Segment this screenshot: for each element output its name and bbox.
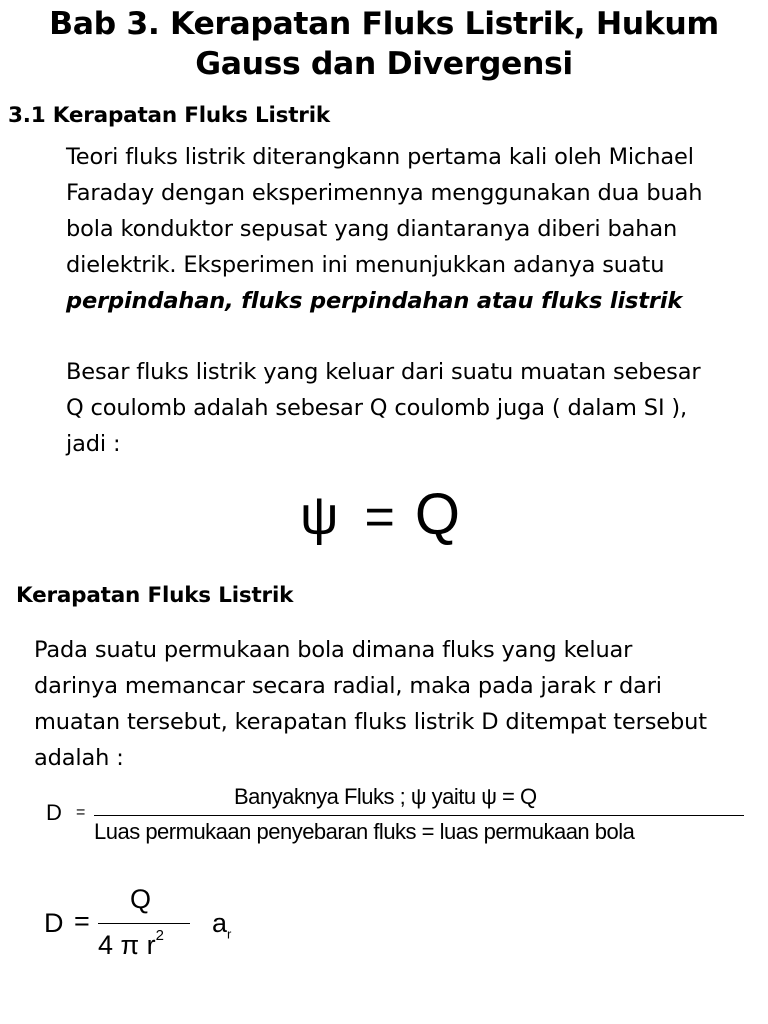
paragraph-emphasis: perpindahan, fluks perpindahan atau fluks listrik	[66, 288, 683, 314]
paragraph-flux-magnitude	[66, 354, 766, 462]
equation-density-formula	[44, 882, 304, 972]
paragraph-line: Besar fluks listrik yang keluar dari suatu muatan sebesar	[66, 359, 701, 385]
paragraph-line: Faraday dengan eksperimennya menggunakan dua buah	[66, 180, 703, 206]
equation-psi: ψ	[300, 486, 339, 546]
equation-lhs-d: D	[46, 800, 62, 825]
formula-exponent: 2	[155, 927, 164, 944]
page-title	[20, 4, 748, 84]
formula-unit-vector-a: a	[212, 908, 228, 938]
section-heading: 3.1 Kerapatan Fluks Listrik	[8, 103, 330, 128]
paragraph-line: Pada suatu permukaan bola dimana fluks yang keluar	[34, 637, 633, 663]
formula-unit-vector	[212, 908, 231, 941]
paragraph-line: Q coulomb adalah sebesar Q coulomb juga ( dalam SI ),	[66, 395, 688, 421]
paragraph-line: muatan tersebut, kerapatan fluks listrik D ditempat tersebut	[34, 709, 707, 735]
paragraph-faraday	[66, 139, 766, 319]
paragraph-line: adalah :	[34, 745, 124, 771]
equation-denominator: Luas permukaan penyebaran fluks = luas permukaan bola	[94, 819, 635, 844]
equation-numerator: Banyaknya Fluks ; ψ yaitu ψ = Q	[234, 784, 537, 809]
subsection-heading: Kerapatan Fluks Listrik	[16, 583, 294, 608]
paragraph-line: jadi :	[66, 431, 121, 457]
paragraph-line: dielektrik. Eksperimen ini menunjukkan adanya suatu	[66, 252, 665, 278]
formula-denominator-base: 4 π r	[98, 930, 156, 960]
equation-q: Q	[414, 482, 460, 547]
formula-equals: =	[74, 906, 90, 936]
formula-lhs-d: D	[44, 908, 64, 938]
equation-density-definition	[46, 782, 756, 846]
paragraph-density	[34, 632, 766, 776]
paragraph-line: bola konduktor sepusat yang diantaranya diberi bahan	[66, 216, 678, 242]
formula-numerator: Q	[130, 884, 152, 914]
formula-fraction-bar	[98, 923, 190, 924]
equation-equals: =	[364, 488, 395, 546]
fraction-bar	[94, 815, 744, 816]
paragraph-line: darinya memancar secara radial, maka pada jarak r dari	[34, 673, 662, 699]
equation-equals: =	[76, 804, 86, 821]
equation-psi-equals-q	[300, 480, 460, 552]
formula-denominator	[98, 927, 164, 961]
formula-unit-vector-sub: r	[227, 926, 232, 942]
title-line-2: Gauss dan Divergensi	[195, 46, 573, 82]
title-line-1: Bab 3. Kerapatan Fluks Listrik, Hukum	[49, 6, 719, 42]
paragraph-line: Teori fluks listrik diterangkann pertama kali oleh Michael	[66, 144, 694, 170]
